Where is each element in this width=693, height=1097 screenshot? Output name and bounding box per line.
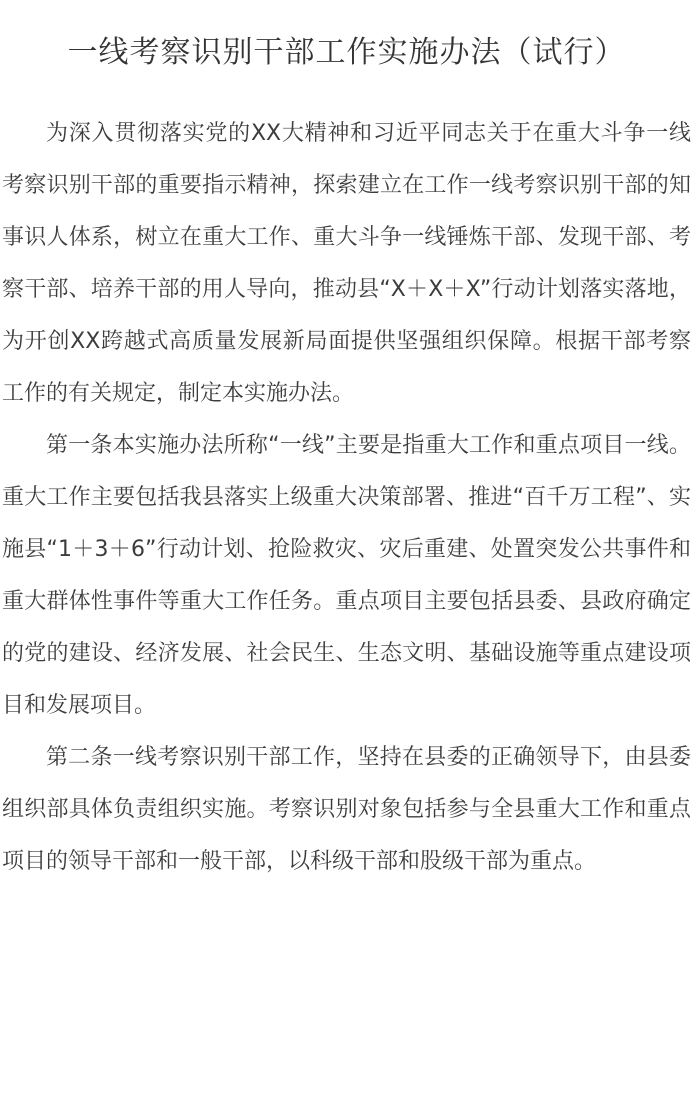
paragraph-intro: 为深入贯彻落实党的XX大精神和习近平同志关于在重大斗争一线考察识别干部的重要指示精神，探索建立在工作一线考察识别干部的知事识人体系，树立在重大工作、重大斗争一线锤炼干部、发现干部、考察干部、培养干部的用人导向，推动县“X＋X＋X”行动计划落实落地，为开创XX跨越式高质量发展新局面提供坚强组织保障。根据干部考察工作的有关规定，制定本实施办法。 <box>2 121 691 406</box>
paragraph-article-2: 第二条一线考察识别干部工作，坚持在县委的正确领导下，由县委组织部具体负责组织实施。考察识别对象包括参与全县重大工作和重点项目的领导干部和一般干部，以科级干部和股级干部为重点。 <box>2 745 691 874</box>
document-body <box>2 108 691 888</box>
paragraph-article-1: 第一条本实施办法所称“一线”主要是指重大工作和重点项目一线。重大工作主要包括我县落实上级重大决策部署、推进“百千万工程”、实施县“1＋3＋6”行动计划、抢险救灾、灾后重建、处置突发公共事件和重大群体性事件等重大工作任务。重点项目主要包括县委、县政府确定的党的建设、经济发展、社会民生、生态文明、基础设施等重点建设项目和发展项目。 <box>2 433 691 718</box>
document-title: 一线考察识别干部工作实施办法（试行） <box>67 35 626 70</box>
